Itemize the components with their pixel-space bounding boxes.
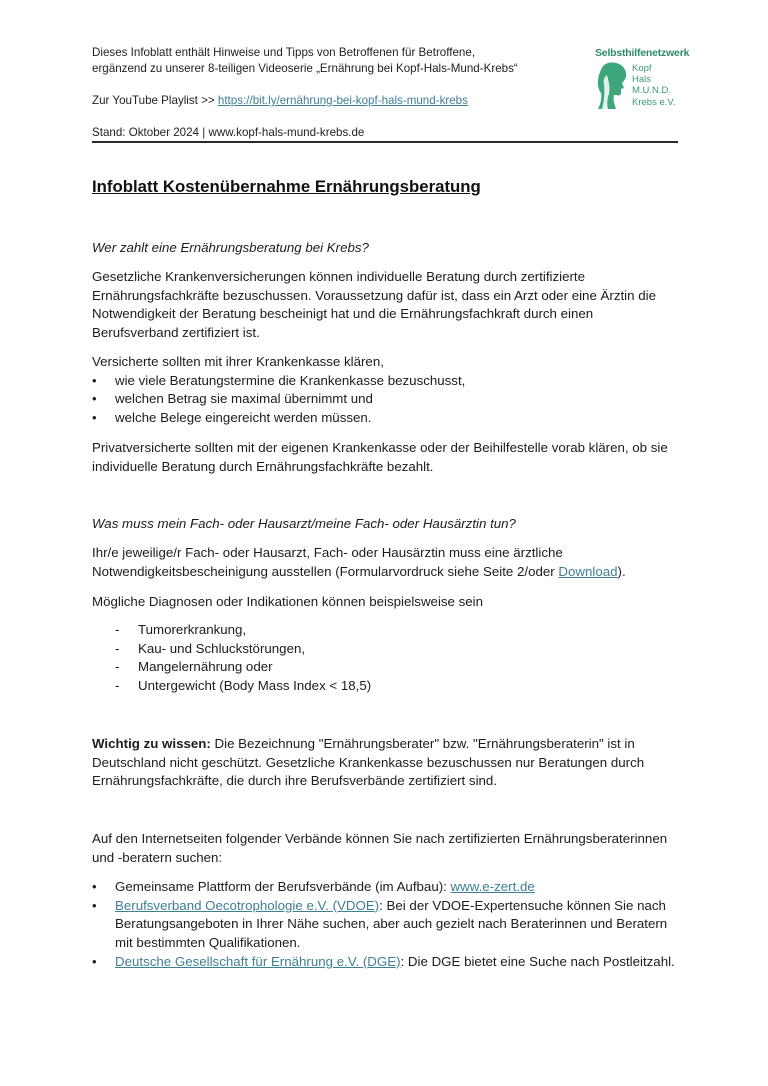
paragraph-4-end: ). [617, 563, 626, 579]
header-line-2: ergänzend zu unserer 8-teiligen Videoserie „Ernährung bei Kopf-Hals-Mund-Krebs“ [92, 62, 518, 75]
head-profile-icon [594, 61, 630, 111]
header-divider [92, 141, 678, 143]
page-title: Infoblatt Kostenübernahme Ernährungsberatung [92, 177, 481, 196]
question-2: Was muss mein Fach- oder Hausarzt/meine Fach- oder Hausärztin tun? [92, 516, 516, 531]
association-list [92, 878, 682, 972]
playlist-line [92, 93, 582, 109]
list-item: - Untergewicht (Body Mass Index < 18,5) [92, 677, 682, 696]
paragraph-7: Auf den Internetseiten folgender Verbände können Sie nach zertifizierten Ernährungsberaterinnen und -beratern suchen: [92, 831, 668, 865]
logo-word: Kopf [632, 63, 652, 74]
list-item: • wie viele Beratungstermine die Krankenkasse bezuschusst, [92, 372, 682, 391]
download-link[interactable]: Download [558, 563, 618, 579]
header-text [92, 45, 582, 141]
header-line-1: Dieses Infoblatt enthält Hinweise und Tipps von Betroffenen für Betroffene, [92, 46, 476, 59]
paragraph-1: Gesetzliche Krankenversicherungen können individuelle Beratung durch zertifizierte Ernährungsfachkräfte bezuschussen. Voraussetzung dafür ist, dass ein Arzt oder eine Ärztin die Notwendigkeit der Beratung bescheinigt hat und die Ernährungsfachkraft durch einen Berufsverband zertifiziert ist. [92, 269, 656, 341]
playlist-link[interactable]: https://bit.ly/ernährung-bei-kopf-hals-mund-krebs [217, 94, 468, 107]
paragraph-2 [92, 353, 682, 428]
bullet-list-1 [92, 372, 682, 428]
paragraph-4 [92, 544, 682, 581]
important-label: Wichtig zu wissen: [92, 736, 211, 751]
paragraph-4-text: Ihr/e jeweilige/r Fach- oder Hausarzt, Fach- oder Hausärztin muss eine ärztliche Notwendigkeitsbescheinigung ausstellen (Formularvordruck siehe Seite 2/oder [92, 545, 563, 579]
logo-word: Krebs e.V. [632, 96, 676, 108]
e-zert-link[interactable]: www.e-zert.de [450, 879, 535, 894]
playlist-prefix: Zur YouTube Playlist >> [92, 94, 218, 107]
important-text: Die Bezeichnung "Ernährungsberater" bzw. "Ernährungsberaterin" ist in Deutschland nicht geschützt. Gesetzliche Krankenkasse bezuschussen nur Beratungen durch Ernährungsfachkräfte, die durch ihre Berufsverbände zertifiziert sind. [92, 736, 645, 789]
list-item [92, 897, 682, 953]
list-item [92, 953, 682, 972]
indication-list [92, 621, 682, 696]
logo-words [632, 63, 675, 108]
stand-line: Stand: Oktober 2024 | www.kopf-hals-mund-krebs.de [92, 126, 365, 139]
list-item: - Tumorerkrankung, [92, 621, 682, 640]
paragraph-3: Privatversicherte sollten mit der eigenen Krankenkasse oder der Beihilfestelle vorab klären, ob sie individuelle Beratung durch Ernährungsfachkräfte bezahlt. [92, 440, 668, 474]
logo-word: Hals [632, 74, 652, 86]
question-1: Wer zahlt eine Ernährungsberatung bei Krebs? [92, 240, 369, 255]
list-item: - Mangelernährung oder [92, 658, 682, 677]
list-item: • welche Belege eingereicht werden müssen. [92, 409, 682, 428]
item-text: : Die DGE bietet eine Suche nach Postleitzahl. [400, 953, 675, 969]
list-item: • welchen Betrag sie maximal übernimmt und [92, 390, 682, 409]
dge-link[interactable]: Deutsche Gesellschaft für Ernährung e.V. (DGE) [115, 953, 401, 969]
paragraph-6 [92, 735, 682, 791]
vdoe-link[interactable]: Berufsverband Oecotrophologie e.V. (VDOE) [115, 897, 380, 913]
logo-title: Selbsthilfenetzwerk [595, 47, 690, 59]
logo [590, 45, 690, 115]
list-item: - Kau- und Schluckstörungen, [92, 640, 682, 659]
paragraph-2-intro: Versicherte sollten mit ihrer Krankenkasse klären, [92, 354, 384, 369]
item-text: Gemeinsame Plattform der Berufsverbände (im Aufbau): [115, 879, 451, 894]
item-text: : Bei der VDOE-Expertensuche können Sie nach Beratungsangeboten in Ihrer Nähe suchen, aber auch gezielt nach Beraterinnen und Beratern mit bestimmten Qualifikationen. [115, 897, 668, 951]
list-item [92, 878, 682, 897]
logo-word: M.U.N.D. [632, 85, 672, 97]
paragraph-5-intro: Mögliche Diagnosen oder Indikationen können beispielsweise sein [92, 594, 484, 609]
